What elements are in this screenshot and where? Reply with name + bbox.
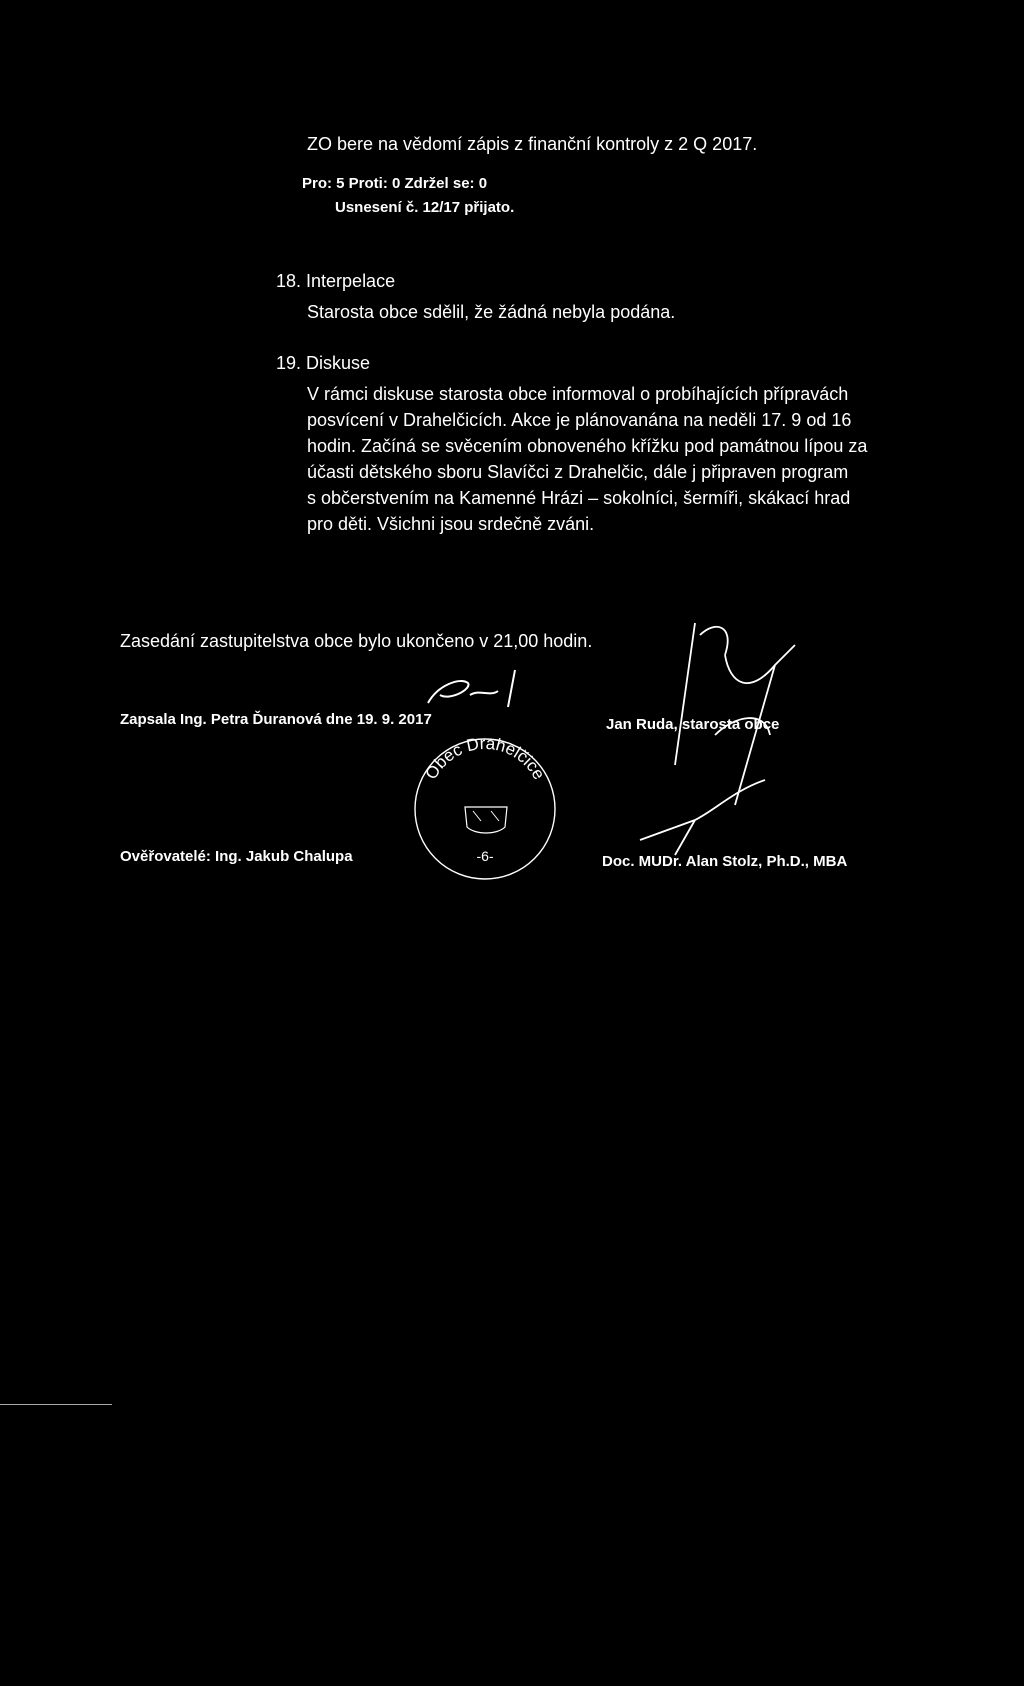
resolution-note: Usnesení č. 12/17 přijato. — [335, 199, 515, 216]
vote-counts: Pro: 5 Proti: 0 Zdržel se: 0 — [302, 175, 488, 192]
mayor-line: Jan Ruda, starosta obce — [606, 716, 780, 733]
diskuse-line: pro děti. Všichni jsou srdečně zváni. — [307, 514, 595, 534]
recorder-signature — [420, 665, 540, 715]
municipal-stamp — [407, 727, 562, 882]
page-divider — [0, 1404, 112, 1405]
diskuse-line: účasti dětského sboru Slavíčci z Drahelčic, dále j připraven program — [307, 462, 849, 482]
interpelace-heading: 18. Interpelace — [276, 271, 396, 291]
diskuse-line: posvícení v Drahelčicích. Akce je plánovanána na neděli 17. 9 od 16 — [307, 410, 852, 430]
report-note: ZO bere na vědomí zápis z finanční kontroly z 2 Q 2017. — [307, 134, 758, 154]
diskuse-line: V rámci diskuse starosta obce informoval o probíhajících přípravách — [307, 384, 849, 404]
recorder-line: Zapsala Ing. Petra Ďuranová dne 19. 9. 2017 — [120, 711, 432, 728]
diskuse-line: s občerstvením na Kamenné Hrázi – sokolníci, šermíři, skákací hrad — [307, 488, 851, 508]
svg-text:-6-: -6- — [476, 848, 494, 864]
verifiers-line: Ověřovatelé: Ing. Jakub Chalupa — [120, 848, 353, 865]
second-verifier-line: Doc. MUDr. Alan Stolz, Ph.D., MBA — [602, 853, 848, 870]
interpelace-text: Starosta obce sdělil, že žádná nebyla podána. — [307, 302, 676, 322]
second-verifier-signature — [635, 770, 775, 860]
closing-statement: Zasedání zastupitelstva obce bylo ukončeno v 21,00 hodin. — [120, 631, 593, 651]
diskuse-heading: 19. Diskuse — [276, 353, 371, 373]
svg-text:Obec Drahelčice: Obec Drahelčice — [421, 733, 549, 783]
diskuse-line: hodin. Začíná se svěcením obnoveného křížku pod památnou lípou za — [307, 436, 868, 456]
